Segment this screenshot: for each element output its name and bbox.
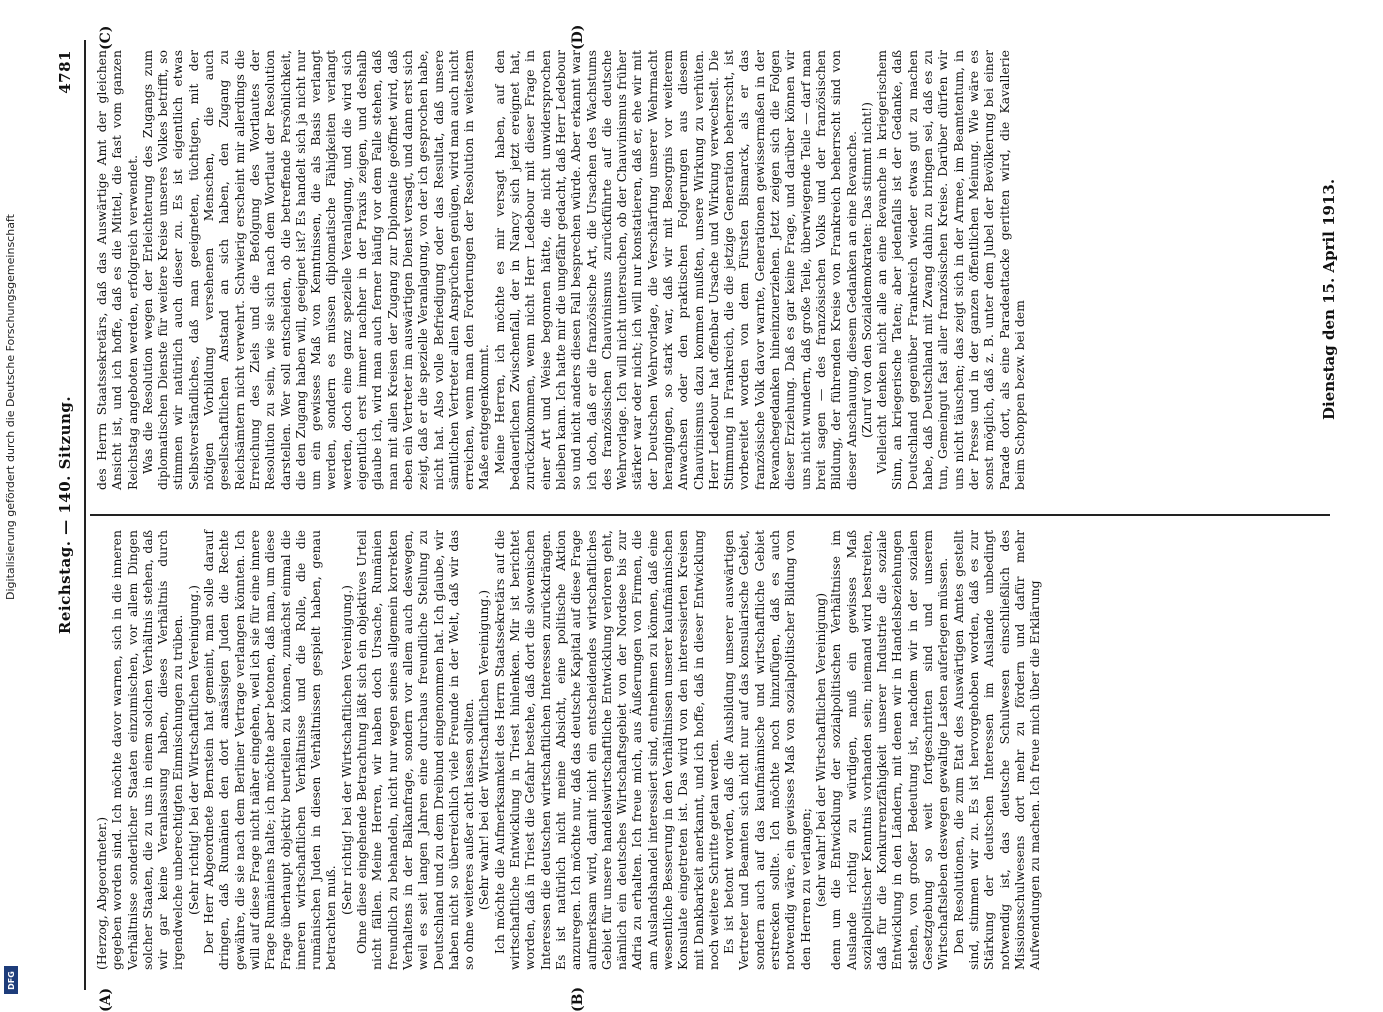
paragraph: Vielleicht denken nicht alle an eine Revanche in kriegerischem Sinn, an kriegerische Taten; aber jedenfalls ist der Gedanke, daß Deutschland gegenüber Frankreich wieder etwas gut zu machen habe, daß Deutschland mit Zwang dahin zu bringen sei, daß es zu tun, Gemeingut fast aller französischen Kreise. Darüber dürfen wir uns nicht täuschen; das zeigt sich in der Armee, im Beamtentum, in der Presse und in der ganzen öffentlichen Meinung. Wie wäre es sonst möglich, daß z. B. unter dem Jubel der Bevölkerung bei einer Parade dort, als eine Paradeattacke geritten wird, die Kavallerie beim Schoppen bezw. bei dem (874, 50, 1027, 490)
paragraph: Der Herr Abgeordnete Bernstein hat gemeint, man solle darauf dringen, daß Rumänien den dort ansässigen Juden die Rechte gewähre, die sie nach dem Berliner Vertrage verlangen könnten. Ich will auf diese Frage nicht näher eingehen, weil ich sie für eine innere Frage Rumäniens halte; ich möchte aber betonen, daß man, um diese Frage überhaupt objektiv beurteilen zu können, zunächst einmal die inneren wirtschaftlichen Verhältnisse und die Rolle, die die rumänischen Juden in diesen Verhältnissen gespielt haben, genau betrachten muß. (201, 530, 339, 970)
margin-marker-d: (D) (570, 24, 586, 50)
speaker-label: (Herzog, Abgeordneter.) (94, 816, 109, 970)
left-column (94, 530, 1340, 970)
interjection: (Sehr wahr! bei der Wirtschaftlichen Vereinigung.) (476, 589, 492, 911)
paragraph: gegeben worden sind. Ich möchte davor warnen, sich in die inneren Verhältnisse sonderlicher Staaten einzumischen, vor allem Dingen solcher Staaten, die zu uns in einem solchen Verhältnis stehen, daß wir gar keine Veranlassung haben, dieses Verhältnis durch irgendwelche unberechtigten Einmischungen zu trüben. (109, 530, 186, 970)
paragraph: Den Resolutionen, die zum Etat des Auswärtigen Amtes gestellt sind, stimmen wir zu. Es ist hervorgehoben worden, daß es zur Stärkung der deutschen Interessen im Auslande unbedingt notwendig ist, das deutsche Schulwesen einschließlich des Missionsschulwesens dort mehr zu fördern und dafür mehr Aufwendungen zu machen. Ich freue mich über die Erklärung (950, 530, 1043, 970)
paragraph: Ich möchte die Aufmerksamkeit des Herrn Staatssekretärs auf die wirtschaftliche Entwicklung in Triest hinlenken. Mir ist berichtet worden, daß in Triest die Gefahr bestehe, daß dort die slowenischen Interessen die deutschen wirtschaftlichen Interessen zurückdrängen. Es ist natürlich nicht meine Absicht, eine politische Aktion anzuregen. Ich möchte nur, daß das deutsche Kapital auf diese Frage aufmerksam wird, damit nicht ein entscheidendes wirtschaftliches Gebiet für unsere handelswirtschaftliche Entwicklung verloren geht, nämlich ein deutsches Wirtschaftsgebiet von der Nordsee bis zur Adria zu erhalten. Ich freue mich, aus Äußerungen von Firmen, die am Auslandshandel interessiert sind, entnehmen zu können, daß eine wesentliche Besserung in den Verhältnissen unserer kaufmännischen Konsulate eingetreten ist. Das wird von den interessierten Kreisen mit Dankbarkeit anerkannt, und ich hoffe, daß in dieser Entwicklung noch weitere Schritte getan werden. (491, 530, 721, 970)
page-title: Reichstag. — 140. Sitzung. (56, 395, 74, 635)
interjection: (sehr wahr! bei der Wirtschaftlichen Vereinigung) (812, 592, 828, 908)
interjection: (Sehr richtig! bei der Wirtschaftlichen Vereinigung.) (185, 585, 201, 915)
header-rule (84, 40, 86, 990)
paragraph: denn um die Entwicklung der sozialpolitischen Verhältnisse im Auslande richtig zu würdigen, muß ein gewisses Maß sozialpolitischer Kenntnis vorhanden sein; niemand wird bestreiten, daß für die Konkurrenzfähigkeit unserer Industrie die soziale Entwicklung in den Ländern, mit denen wir in Handelsbeziehungen stehen, von großer Bedeutung ist, nachdem wir in der sozialen Gesetzgebung so weit fortgeschritten sind und unserem Wirtschaftsleben deswegen gewaltige Lasten auferlegen müssen. (828, 530, 951, 970)
interjection: (Zuruf von den Sozialdemokraten: Das stimmt nicht!) (858, 102, 874, 438)
margin-marker-b: (B) (570, 986, 586, 1012)
paragraph: Was die Resolution wegen der Erleichterung des Zugangs zum diplomatischen Dienste für weitere Kreise unseres Volkes betrifft, so stimmen wir natürlich auch dieser zu. Es ist eigentlich etwas Selbstverständliches, daß man geeigneten, tüchtigen, mit der nötigen Vorbildung versehenen Menschen, die auch gesellschaftlichen Anstand an sich haben, den Zugang zu Reichsämtern nicht verwehrt. Schwierig erscheint mir allerdings die Erreichung des Ziels und die Befolgung des Wortlautes der Resolution zu sein, wie sie sich nach dem Wortlaut der Resolution darstellen. Wer soll entscheiden, ob die betreffende Persönlichkeit, die den Zugang haben will, geeignet ist? Es handelt sich ja nicht nur um ein gewisses Maß von Kenntnissen, die als Basis verlangt werden, sondern es müssen diplomatische Fähigkeiten verlangt werden, doch eine ganz spezielle Veranlagung, und die wird sich eigentlich erst immer nachher in der Praxis zeigen, und deshalb glaube ich, wird man auch ferner häufig vor dem Falle stehen, daß man mit allen Kreisen der Zugang zur Diplomatie geöffnet wird, daß eben ein Vertreter im auswärtigen Dienst versagt, und dann erst sich zeigt, daß er die spezielle Veranlagung, von der ich gesprochen habe, nicht hat. Also volle Befriedigung oder das Resultat, daß unsere sämtlichen Vertreter allen Ansprüchen genügen, wird man auch nicht erreichen, wenn man den Forderungen der Resolution in weitestem Maße entgegenkommt. (139, 50, 492, 490)
dfg-logo: DFG (4, 966, 18, 994)
margin-marker-a: (A) (98, 987, 114, 1012)
interjection: (Sehr richtig! bei der Wirtschaftlichen Vereinigung.) (338, 585, 354, 915)
paragraph: Es ist betont worden, daß die Ausbildung unserer auswärtigen Vertreter und Beamten sich nicht nur auf das konsularische Gebiet, sondern auch auf das kaufmännische und wirtschaftliche Gebiet erstrecken sollte. Ich möchte noch hinzufügen, daß es auch notwendig wäre, ein gewisses Maß von sozialpolitischer Bildung von den Herren zu verlangen; (721, 530, 813, 970)
column-rule (90, 514, 1330, 516)
page-number: 4781 (56, 50, 74, 94)
paragraph: Meine Herren, ich möchte es mir versagt haben, auf den bedauerlichen Zwischenfall, der in Nancy sich jetzt ereignet hat, zurückzukommen, wenn nicht Herr Ledebour mit dieser Frage in einer Art und Weise begonnen hätte, die nicht unwidersprochen bleiben kann. Ich hatte mir die ungefähr gedacht, daß Herr Ledebour so und nicht anders diesen Fall besprechen würde. Aber erkannt war ich doch, daß er die französische Art, die Ursachen des Wachstums des französischen Chauvinismus zurückführte auf die deutsche Wehrvorlage. Ich will nicht untersuchen, ob der Chauvinismus früher stärker war oder nicht; ich will nur konstatieren, daß er, ehe wir mit der Deutschen Wehrvorlage, die Verschärfung unserer Wehrmacht herangingen, so stark war, daß wir mit Besorgnis vor weiterem Anwachsen oder den praktischen Folgerungen aus diesem Chauvinismus dazu kommen mußten, unsere Wirkung zu verhüten. Herr Ledebour hat offenbar Ursache und Wirkung verwechselt. Die Stimmung in Frankreich, die die jetzige Generation beherrscht, ist vorbereitet worden von dem Fürsten Bismarck, als er das französische Volk davor warnte, Generationen gewissermaßen in der Revanchegedanken hineinzuerziehen. Jetzt zeigen sich die Folgen dieser Erziehung. Daß es gar keine Frage, und darüber können wir uns nicht wundern, daß große Teile, überwiegende Teile — darf man breit sagen — des französischen Volks und der französischen Bildung, der führenden Kreise von Frankreich beherrscht sind von dieser Anschauung, diesem Gedanken an eine Revanche. (491, 50, 859, 490)
rotated-page (50, 24, 1350, 1012)
margin-marker-c: (C) (98, 25, 114, 50)
right-column (94, 50, 1340, 490)
page-header (50, 40, 84, 990)
digitization-note: Digitalisierung gefördert durch die Deutsche Forschungsgemeinschaft (4, 214, 17, 600)
paragraph: des Herrn Staatssekretärs, daß das Auswärtige Amt der gleichen Ansicht ist, und ich hoffe, daß es die Mittel, die fast vom ganzen Reichstag angeboten werden, erfolgreich verwendet. (94, 50, 140, 490)
page-date: Dienstag den 15. April 1913. (1320, 178, 1338, 420)
paragraph: Ohne diese eingehende Betrachtung läßt sich ein objektives Urteil nicht fällen. Meine Herren, wir haben doch Ursache, Rumänien freundlich zu behandeln, nicht nur wegen seines allgemein korrekten Verhaltens in der Balkanfrage, sondern vor allem auch deswegen, weil es seit langen Jahren eine durchaus freundliche Stellung zu Deutschland und zu dem Dreibund eingenommen hat. Ich glaube, wir haben nicht so überreichlich viele Freunde in der Welt, daß wir das so ohne weiteres außer acht lassen sollten. (354, 530, 477, 970)
